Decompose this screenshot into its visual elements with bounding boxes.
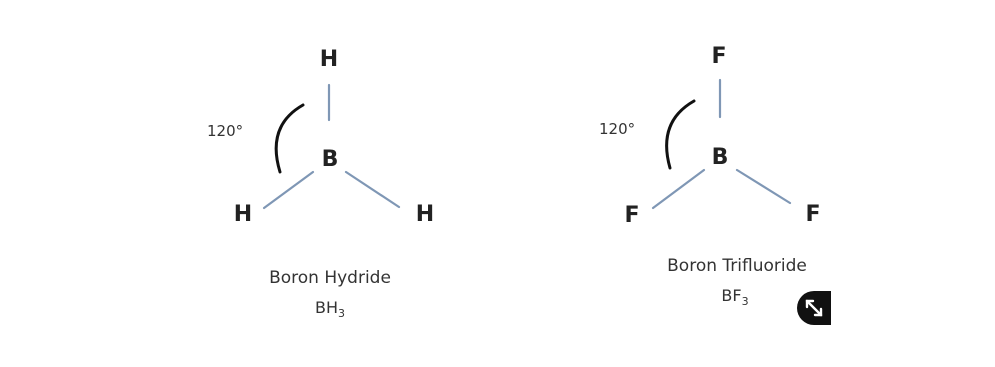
atom-top: H (319, 47, 339, 72)
atom-right: H (415, 202, 435, 227)
bond-angle-label: 120° (599, 120, 636, 138)
molecule-formula (721, 286, 748, 308)
molecule-name: Boron Trifluoride (667, 256, 807, 276)
atom-center: B (711, 145, 729, 170)
molecule-formula (315, 298, 345, 320)
bond-angle-arc (667, 101, 694, 168)
bond-angle-label: 120° (207, 122, 244, 140)
formula-main: BH (314, 298, 339, 317)
atom-right: F (805, 202, 821, 227)
atom-top: F (711, 44, 727, 69)
bond-angle-arc (276, 105, 303, 172)
bond-left (653, 170, 704, 208)
bond-left (264, 172, 313, 208)
atom-left: F (624, 203, 640, 228)
molecule-boron-hydride (207, 47, 434, 320)
expand-button[interactable] (797, 291, 831, 325)
atom-center: B (321, 147, 339, 172)
molecule-name: Boron Hydride (269, 268, 391, 288)
formula-subscript: 3 (741, 295, 749, 308)
bond-right (346, 172, 399, 207)
formula-subscript: 3 (338, 307, 346, 320)
formula-main: BF (721, 286, 742, 305)
molecule-boron-trifluoride (599, 44, 821, 308)
bond-right (737, 170, 790, 203)
atom-left: H (233, 202, 253, 227)
